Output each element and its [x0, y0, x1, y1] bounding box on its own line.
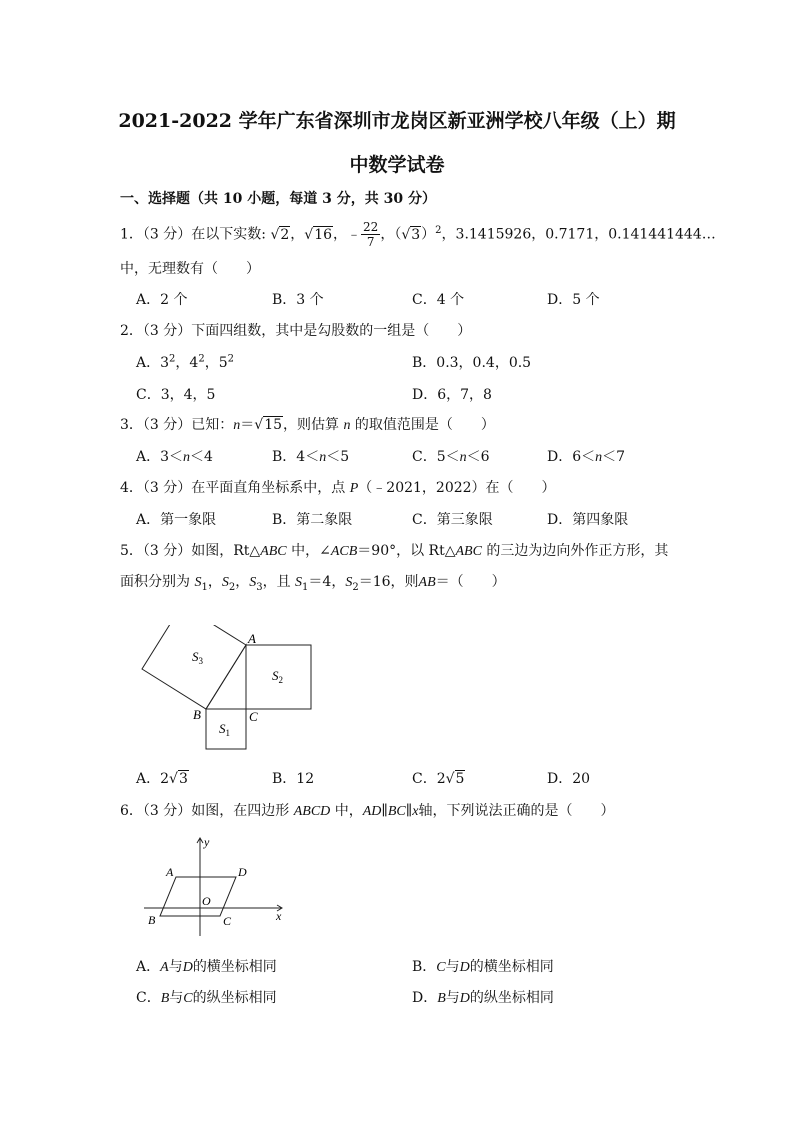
sqrt-3: √3: [401, 226, 421, 243]
label-s1: $S_1$: [219, 721, 230, 738]
q6-option-b: B．C与D的横坐标相同: [412, 959, 554, 975]
q4-option-a: A．第一象限: [136, 512, 217, 528]
label-a: A: [248, 631, 256, 646]
label-b: B: [148, 913, 156, 927]
q1-rest: ，3.1415926，0.7171，0.141441444…: [441, 226, 716, 243]
quadrilateral-figure: [140, 832, 290, 944]
q3-option-d: D．6＜n＜7: [547, 449, 626, 465]
label-a: A: [166, 865, 174, 879]
question-4: 4．（3 分）在平面直角坐标系中，点 P（﹣2021，2022）在（ ）: [120, 480, 556, 496]
label-b: B: [193, 707, 201, 722]
q1-option-a: A．2 个: [136, 292, 188, 308]
q3-option-b: B．4＜n＜5: [272, 449, 350, 465]
page-title: 2021-2022 学年广东省深圳市龙岗区新亚洲学校八年级（上）期: [118, 110, 676, 132]
q1-option-b: B．3 个: [272, 292, 324, 308]
q5-option-c: C．2√5: [412, 771, 465, 787]
q3-option-a: A．3＜n＜4: [136, 449, 213, 465]
label-d: D: [238, 865, 247, 879]
neg-sign: ﹣: [347, 226, 362, 243]
q3-option-c: C．5＜n＜6: [412, 449, 490, 465]
label-x: x: [276, 909, 282, 923]
label-c: C: [249, 709, 258, 724]
q1-option-d: D．5 个: [547, 292, 600, 308]
label-c: C: [223, 914, 232, 928]
q1-prefix: 1．（3 分）在以下实数:: [120, 226, 266, 243]
question-1: 1．（3 分）在以下实数: √2，√16，﹣ $\frac{22}{7}$ ，$(√3)^2$，3.1415926，0.7171，0.141441444…: [120, 220, 716, 249]
q4-option-c: C．第三象限: [412, 512, 493, 528]
q6-option-d: D．B与D的纵坐标相同: [412, 990, 554, 1006]
q2-option-a: A．$3^2$，$4^2$，$5^2$: [136, 353, 234, 371]
q4-option-d: D．第四象限: [547, 512, 629, 528]
section-heading: 一、选择题（共 10 小题，每道 3 分，共 30 分）: [120, 191, 436, 207]
q4-option-b: B．第二象限: [272, 512, 353, 528]
label-s3: $S_3$: [192, 649, 203, 666]
q2-option-c: C．3，4，5: [136, 387, 216, 403]
square-s3: [142, 625, 246, 709]
q6-option-a: A．A与D的横坐标相同: [136, 959, 277, 975]
q1-line2: 中，无理数有（ ）: [120, 261, 260, 277]
question-6: 6．（3 分）如图，在四边形 ABCD 中，AD∥BC∥x轴，下列说法正确的是（ ）: [120, 803, 615, 819]
squares-figure: [135, 625, 325, 755]
sqrt-16: √16: [304, 226, 333, 243]
question-3: 3．（3 分）已知：n＝√15，则估算 n 的取值范围是（ ）: [120, 417, 495, 433]
q2-option-b: B．0.3，0.4，0.5: [412, 355, 532, 371]
sqrt-2: √2: [270, 226, 290, 243]
q2-option-d: D．6，7，8: [412, 387, 492, 403]
label-o: O: [202, 894, 211, 908]
page-title-line2: 中数学试卷: [349, 154, 445, 176]
fraction-22-7: $\frac{22}{7}$: [363, 220, 379, 249]
label-s2: $S_2$: [272, 668, 283, 685]
question-5-line2: 面积分别为 $S_1$，$S_2$，$S_3$，且 $S_1=4$，$S_2=16$，则AB＝（ ）: [120, 574, 506, 593]
q1-option-c: C．4 个: [412, 292, 465, 308]
q5-option-b: B．12: [272, 771, 315, 787]
sqrt-15: √15: [254, 417, 283, 433]
question-2: 2．（3 分）下面四组数，其中是勾股数的一组是（ ）: [120, 323, 472, 339]
q6-option-c: C．B与C的纵坐标相同: [136, 990, 277, 1006]
question-5-line1: 5．（3 分）如图，Rt△ABC 中，∠ACB＝90°，以 Rt△ABC 的三边为边向外作正方形，其: [120, 543, 669, 559]
quadrilateral-abcd: [160, 877, 236, 916]
q5-option-a: A．2√3: [136, 771, 188, 787]
label-y: y: [204, 835, 210, 849]
q5-option-d: D．20: [547, 771, 591, 787]
